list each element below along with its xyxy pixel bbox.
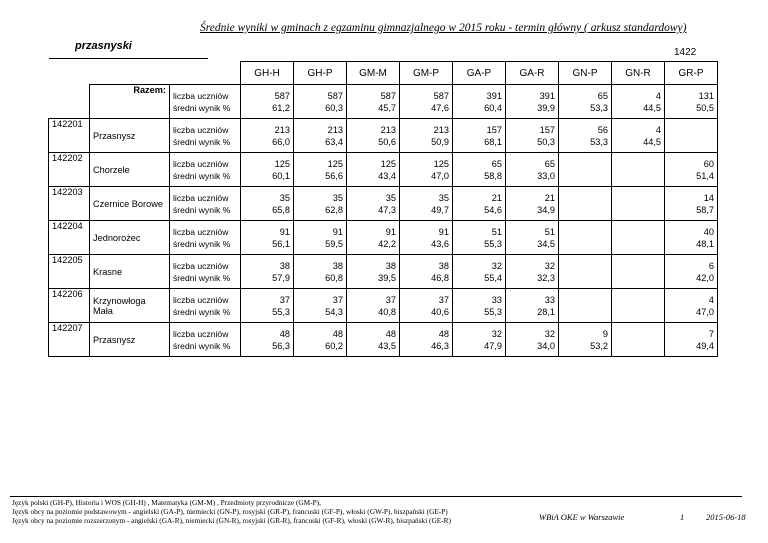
average-score: 40,6 [431,306,449,317]
student-count: 35 [279,192,290,203]
value-cell [294,289,347,323]
student-count: 157 [539,124,555,135]
student-count: 35 [385,192,396,203]
value-cell [453,187,506,221]
student-count: 6 [708,260,714,271]
value-cell [612,255,665,289]
student-count: 48 [332,328,343,339]
value-cell [559,289,612,323]
average-score: 53,3 [590,102,608,113]
student-count: 38 [279,260,290,271]
average-score: 53,2 [590,340,608,351]
label-students: liczba uczniów [173,328,229,339]
footnote-line: Język obcy na poziomie podstawowym - angielski (GA-P), niemiecki (GN-P), rosyjski (GR-P), francuski (GF-P), włoski (GW-P), hiszpański (GE-P) [12,507,448,517]
student-count: 65 [544,158,555,169]
student-count: 32 [544,260,555,271]
label-students: liczba uczniów [173,124,229,135]
column-header: GH-H [241,62,294,85]
average-score: 53,3 [590,136,608,147]
value-cell [347,289,400,323]
student-count: 9 [602,328,608,339]
student-count: 91 [279,226,290,237]
student-count: 587 [380,90,396,101]
student-count: 35 [332,192,343,203]
value-cell [347,323,400,357]
page-number: 1 [680,512,685,522]
value-cell [294,153,347,187]
value-cell [400,85,453,119]
value-cell [347,153,400,187]
average-score: 34,5 [537,238,555,249]
average-score: 56,6 [325,170,343,181]
report-date: 2015-06-18 [706,512,746,522]
average-score: 60,4 [484,102,502,113]
student-count: 14 [703,192,714,203]
value-cell [347,119,400,153]
student-count: 35 [438,192,449,203]
value-cell [665,323,718,357]
student-count: 91 [438,226,449,237]
student-count: 7 [708,328,714,339]
value-cell [400,187,453,221]
value-cell [241,221,294,255]
label-students: liczba uczniów [173,260,229,271]
student-count: 37 [385,294,396,305]
average-score: 48,1 [696,238,714,249]
label-average: średni wynik % [173,238,231,249]
column-header: GM-P [400,62,453,85]
average-score: 57,9 [272,272,290,283]
average-score: 63,4 [325,136,343,147]
value-cell [400,289,453,323]
student-count: 56 [597,124,608,135]
header-row [49,62,718,85]
commune-name: Czernice Borowe [90,187,170,221]
average-score: 42,2 [378,238,396,249]
student-count: 38 [438,260,449,271]
student-count: 37 [438,294,449,305]
student-count: 32 [491,328,502,339]
average-score: 60,1 [272,170,290,181]
row-metric-labels [170,187,241,221]
student-count: 32 [544,328,555,339]
commune-code: 142201 [49,119,90,153]
value-cell [400,255,453,289]
student-count: 32 [491,260,502,271]
label-average: średni wynik % [173,136,231,147]
value-cell [665,85,718,119]
value-cell [453,85,506,119]
average-score: 55,3 [484,306,502,317]
student-count: 587 [433,90,449,101]
value-cell [612,85,665,119]
student-count: 38 [332,260,343,271]
total-row [49,85,718,119]
value-cell [400,323,453,357]
student-count: 125 [274,158,290,169]
student-count: 391 [539,90,555,101]
value-cell [294,119,347,153]
value-cell [241,255,294,289]
average-score: 40,8 [378,306,396,317]
student-count: 40 [703,226,714,237]
average-score: 60,8 [325,272,343,283]
row-metric-labels [170,153,241,187]
footnotes [12,498,451,526]
table-row [49,221,718,255]
value-cell [559,85,612,119]
student-count: 587 [327,90,343,101]
value-cell [665,255,718,289]
value-cell [559,255,612,289]
value-cell [453,119,506,153]
table-body [49,85,718,357]
average-score: 55,3 [272,306,290,317]
student-count: 37 [332,294,343,305]
value-cell [612,119,665,153]
organization: WBiA OKE w Warszawie [539,512,625,522]
average-score: 44,5 [643,102,661,113]
value-cell [400,221,453,255]
row-metric-labels [170,255,241,289]
table-row [49,119,718,153]
column-header: GN-P [559,62,612,85]
value-cell [241,323,294,357]
student-count: 21 [544,192,555,203]
value-cell [241,187,294,221]
student-count: 51 [544,226,555,237]
student-count: 48 [279,328,290,339]
commune-code: 142205 [49,255,90,289]
average-score: 51,4 [696,170,714,181]
value-cell [559,119,612,153]
value-cell [665,119,718,153]
value-cell [400,119,453,153]
value-cell [453,153,506,187]
student-count: 33 [491,294,502,305]
student-count: 131 [698,90,714,101]
value-cell [241,119,294,153]
average-score: 49,7 [431,204,449,215]
average-score: 43,4 [378,170,396,181]
average-score: 58,7 [696,204,714,215]
average-score: 39,5 [378,272,396,283]
average-score: 62,8 [325,204,343,215]
table-row [49,187,718,221]
average-score: 50,3 [537,136,555,147]
footnote-line: Język polski (GH-P), Historia i WOS (GH-H) , Matematyka (GM-M) , Przedmioty przyrodnicze (GM-P), [12,498,321,507]
table-row [49,153,718,187]
average-score: 55,4 [484,272,502,283]
value-cell [506,255,559,289]
table-row [49,323,718,357]
label-students: liczba uczniów [173,158,229,169]
footnote-line: Język obcy na poziomie rozszerzonym - angielski (GA-R), niemiecki (GN-R), rosyjski (GR-R), francuski (GF-R), włoski (GW-R), hiszpański (GE-R) [12,516,451,526]
value-cell [241,289,294,323]
average-score: 32,3 [537,272,555,283]
value-cell [506,187,559,221]
average-score: 46,3 [431,340,449,351]
row-metric-labels [170,289,241,323]
district-code: 1422 [674,47,697,58]
student-count: 38 [385,260,396,271]
student-count: 21 [491,192,502,203]
average-score: 59,5 [325,238,343,249]
student-count: 33 [544,294,555,305]
student-count: 4 [708,294,714,305]
label-average: średni wynik % [173,102,231,113]
results-table [48,61,718,357]
column-header: GM-M [347,62,400,85]
commune-code: 142203 [49,187,90,221]
value-cell [612,187,665,221]
value-cell [612,221,665,255]
value-cell [453,289,506,323]
average-score: 34,0 [537,340,555,351]
value-cell [294,85,347,119]
value-cell [294,255,347,289]
footer-divider [10,496,742,497]
value-cell [294,187,347,221]
student-count: 48 [385,328,396,339]
student-count: 125 [380,158,396,169]
label-students: liczba uczniów [173,226,229,237]
value-cell [347,85,400,119]
average-score: 47,6 [431,102,449,113]
label-average: średni wynik % [173,306,231,317]
student-count: 213 [327,124,343,135]
student-count: 48 [438,328,449,339]
average-score: 65,8 [272,204,290,215]
average-score: 60,2 [325,340,343,351]
table-row [49,289,718,323]
student-count: 213 [433,124,449,135]
commune-name: Przasnysz [90,323,170,357]
commune-name: Chorzele [90,153,170,187]
column-header: GA-R [506,62,559,85]
student-count: 4 [655,90,661,101]
student-count: 65 [597,90,608,101]
student-count: 587 [274,90,290,101]
value-cell [612,289,665,323]
student-count: 125 [433,158,449,169]
average-score: 34,9 [537,204,555,215]
value-cell [506,153,559,187]
student-count: 213 [274,124,290,135]
student-count: 213 [380,124,396,135]
average-score: 61,2 [272,102,290,113]
value-cell [559,187,612,221]
value-cell [506,85,559,119]
row-metric-labels [170,119,241,153]
value-cell [506,323,559,357]
student-count: 65 [491,158,502,169]
commune-name: Przasnysz [90,119,170,153]
average-score: 58,8 [484,170,502,181]
value-cell [347,221,400,255]
average-score: 47,3 [378,204,396,215]
average-score: 49,4 [696,340,714,351]
label-students: liczba uczniów [173,192,229,203]
average-score: 46,8 [431,272,449,283]
value-cell [294,221,347,255]
district-name: przasnyski [75,40,132,52]
report-title: Średnie wyniki w gminach z egzaminu gimnazjalnego w 2015 roku - termin główny ( arkusz standardowy) [200,22,687,34]
student-count: 37 [279,294,290,305]
value-cell [294,323,347,357]
district-underline [49,58,208,59]
label-average: średni wynik % [173,204,231,215]
value-cell [347,187,400,221]
average-score: 54,6 [484,204,502,215]
value-cell [612,323,665,357]
value-cell [453,323,506,357]
average-score: 47,0 [431,170,449,181]
student-count: 4 [655,124,661,135]
value-cell [241,153,294,187]
commune-name: Jednorożec [90,221,170,255]
row-metric-labels [170,221,241,255]
average-score: 42,0 [696,272,714,283]
average-score: 47,9 [484,340,502,351]
average-score: 43,6 [431,238,449,249]
column-header: GH-P [294,62,347,85]
column-header: GR-P [665,62,718,85]
average-score: 54,3 [325,306,343,317]
column-header: GA-P [453,62,506,85]
value-cell [506,289,559,323]
average-score: 60,3 [325,102,343,113]
total-label: Razem: [90,85,170,119]
student-count: 91 [385,226,396,237]
value-cell [453,221,506,255]
student-count: 157 [486,124,502,135]
average-score: 56,1 [272,238,290,249]
average-score: 66,0 [272,136,290,147]
value-cell [400,153,453,187]
table-row [49,255,718,289]
commune-code: 142204 [49,221,90,255]
average-score: 43,5 [378,340,396,351]
value-cell [453,255,506,289]
row-metric-labels [170,323,241,357]
average-score: 50,9 [431,136,449,147]
student-count: 51 [491,226,502,237]
average-score: 44,5 [643,136,661,147]
value-cell [241,85,294,119]
average-score: 28,1 [537,306,555,317]
average-score: 33,0 [537,170,555,181]
value-cell [612,153,665,187]
value-cell [665,221,718,255]
value-cell [506,119,559,153]
row-metric-labels [170,85,241,119]
column-header: GN-R [612,62,665,85]
label-students: liczba uczniów [173,294,229,305]
average-score: 39,9 [537,102,555,113]
value-cell [665,153,718,187]
value-cell [665,187,718,221]
average-score: 47,0 [696,306,714,317]
label-average: średni wynik % [173,272,231,283]
average-score: 68,1 [484,136,502,147]
average-score: 50,5 [696,102,714,113]
commune-name: Krzynowłoga Mała [90,289,170,323]
value-cell [559,153,612,187]
average-score: 56,3 [272,340,290,351]
student-count: 91 [332,226,343,237]
label-average: średni wynik % [173,170,231,181]
commune-code: 142207 [49,323,90,357]
student-count: 60 [703,158,714,169]
value-cell [347,255,400,289]
value-cell [665,289,718,323]
commune-code: 142206 [49,289,90,323]
commune-name: Krasne [90,255,170,289]
commune-code: 142202 [49,153,90,187]
value-cell [506,221,559,255]
label-average: średni wynik % [173,340,231,351]
value-cell [559,221,612,255]
student-count: 125 [327,158,343,169]
average-score: 50,6 [378,136,396,147]
value-cell [559,323,612,357]
label-students: liczba uczniów [173,90,229,101]
average-score: 55,3 [484,238,502,249]
average-score: 45,7 [378,102,396,113]
student-count: 391 [486,90,502,101]
